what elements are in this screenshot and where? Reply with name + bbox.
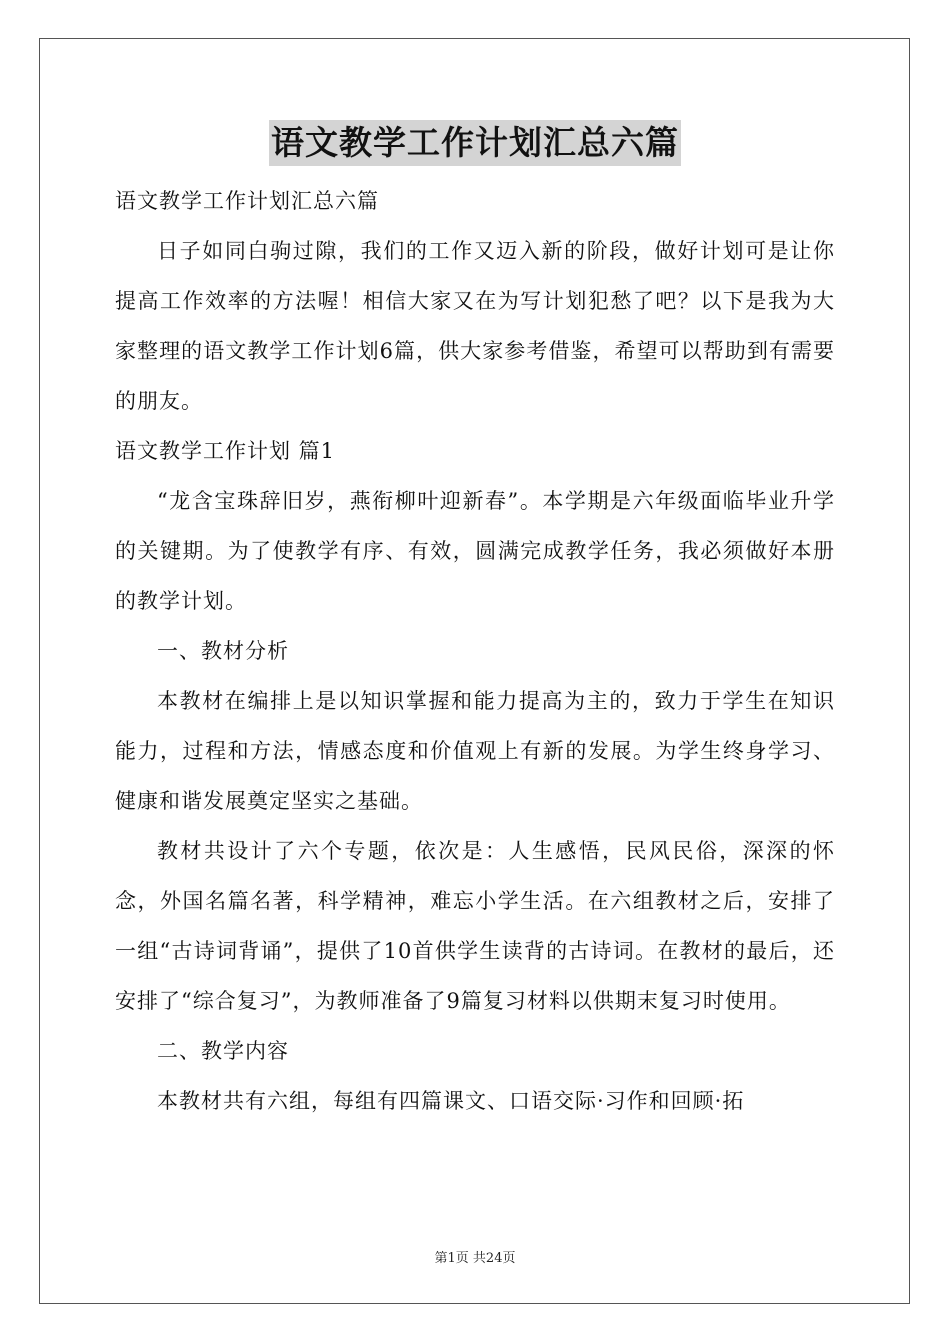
document-body [115, 120, 835, 1126]
heading-textbook-analysis: 一、教材分析 [157, 639, 289, 663]
intro-paragraph: 日子如同白驹过隙，我们的工作又迈入新的阶段，做好计划可是让你提高工作效率的方法喔！相信大家又在为写计划犯愁了吧？以下是我为大家整理的语文教学工作计划6篇，供大家参考借鉴，希望可以帮助到有需要的朋友。 [115, 239, 835, 413]
document-title: 语文教学工作计划汇总六篇 [269, 120, 681, 166]
analysis-paragraph-1: 本教材在编排上是以知识掌握和能力提高为主的，致力于学生在知识能力，过程和方法，情感态度和价值观上有新的发展。为学生终身学习、健康和谐发展奠定坚实之基础。 [115, 689, 835, 813]
section1-paragraph: “龙含宝珠辞旧岁，燕衔柳叶迎新春”。本学期是六年级面临毕业升学的关键期。为了使教学有序、有效，圆满完成教学任务，我必须做好本册的教学计划。 [115, 489, 835, 613]
section1-heading: 语文教学工作计划 篇1 [115, 439, 336, 463]
title-block [115, 120, 835, 166]
page-footer: 第1页 共24页 [434, 1251, 516, 1266]
analysis-paragraph-2: 教材共设计了六个专题，依次是：人生感悟，民风民俗，深深的怀念，外国名篇名著，科学精神，难忘小学生活。在六组教材之后，安排了一组“古诗词背诵”，提供了10首供学生读背的古诗词。在教材的最后，还安排了“综合复习”，为教师准备了9篇复习材料以供期末复习时使用。 [115, 839, 835, 1013]
content-paragraph-1: 本教材共有六组，每组有四篇课文、口语交际·习作和回顾·拓 [157, 1089, 745, 1113]
heading-teaching-content: 二、教学内容 [157, 1039, 289, 1063]
subtitle-line: 语文教学工作计划汇总六篇 [115, 189, 379, 213]
